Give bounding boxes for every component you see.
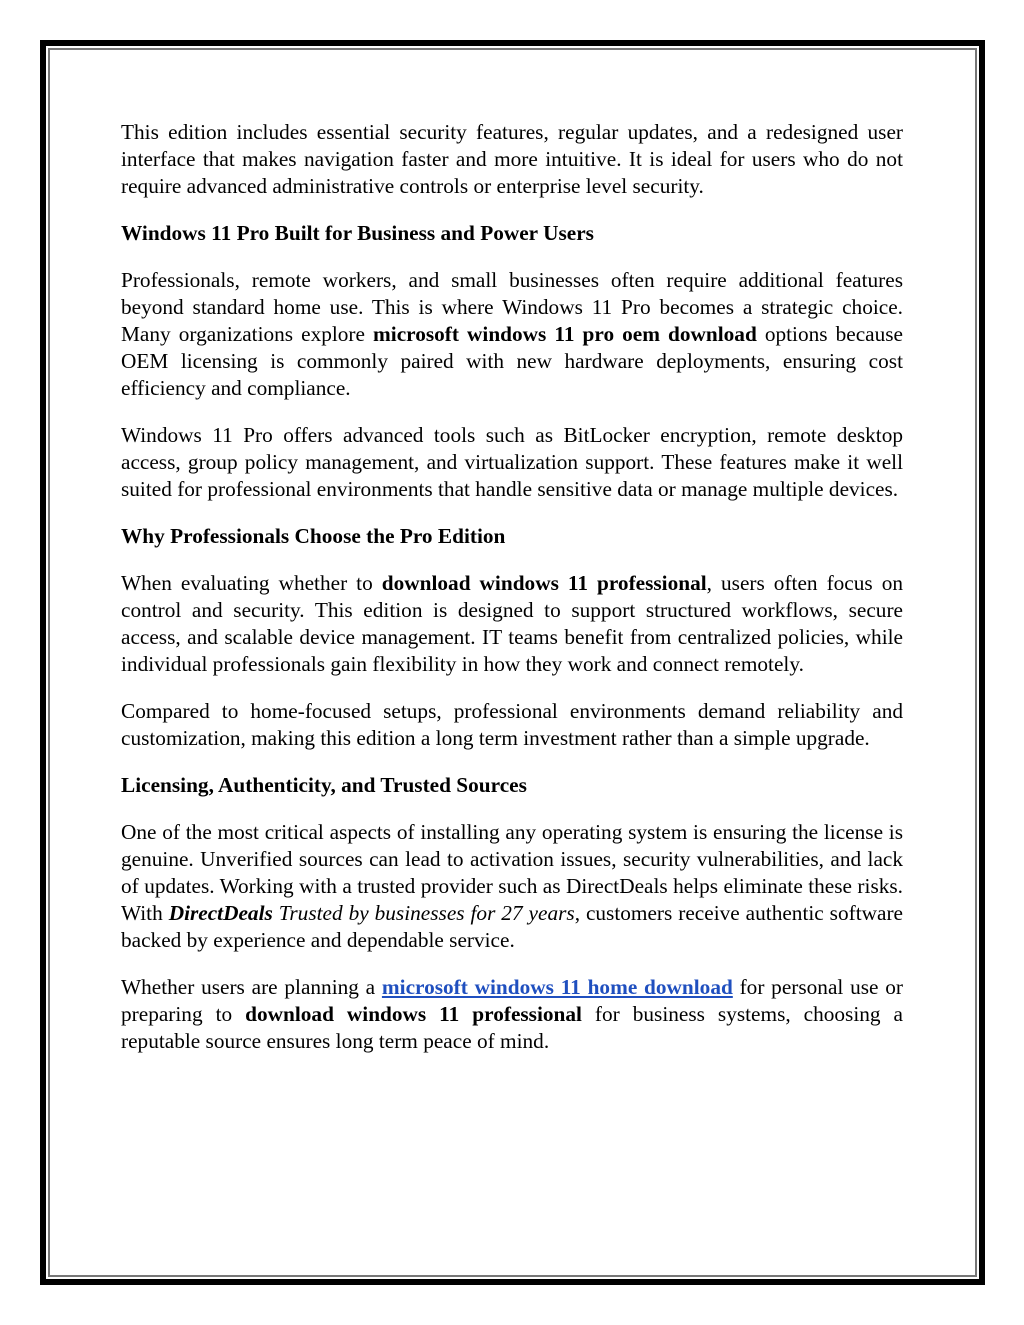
keyword-download-professional-2: download windows 11 professional	[245, 1002, 582, 1026]
paragraph-text: One of the most critical aspects of installing any operating system is ensuring the license is genuine. Unverified sources can lead to activation issues, security vulnerabilities, and lack of updates. Working with a trusted provider such as DirectDeals helps eliminate these risks. With	[121, 820, 903, 925]
paragraph-text: options because OEM licensing is commonly paired with new hardware deployments, ensuring cost efficiency and compliance.	[121, 322, 903, 400]
paragraph-closing	[121, 974, 903, 1055]
brand-directdeals: DirectDeals	[168, 901, 273, 925]
paragraph-text: for business systems, choosing a reputable source ensures long term peace of mind.	[121, 1002, 903, 1053]
paragraph-pro-intro	[121, 267, 903, 402]
paragraph-text: , customers receive authentic software backed by experience and dependable service.	[121, 901, 903, 952]
paragraph-text: Windows 11 Pro offers advanced tools such as BitLocker encryption, remote desktop access, group policy management, and virtualization support. These features make it well suited for professional environments that handle sensitive data or manage multiple devices.	[121, 423, 903, 501]
paragraph-home-edition	[121, 119, 903, 200]
paragraph-pro-tools	[121, 422, 903, 503]
paragraph-text: Compared to home-focused setups, professional environments demand reliability and customization, making this edition a long term investment rather than a simple upgrade.	[121, 699, 903, 750]
paragraph-text: for personal use or preparing to	[121, 975, 903, 1026]
keyword-download-professional: download windows 11 professional	[381, 571, 707, 595]
heading-licensing: Licensing, Authenticity, and Trusted Sources	[121, 773, 527, 797]
link-windows-11-home-download[interactable]: microsoft windows 11 home download	[381, 975, 733, 999]
keyword-pro-oem-download: microsoft windows 11 pro oem download	[373, 322, 757, 346]
tagline-italic: Trusted by businesses for 27 years	[272, 901, 575, 925]
paragraph-compared	[121, 698, 903, 752]
paragraph-evaluating	[121, 570, 903, 678]
paragraph-text: , users often focus on control and security. This edition is designed to support structured workflows, secure access, and scalable device management. IT teams benefit from centralized policies, while individual professionals gain flexibility in how they work and connect remotely.	[121, 571, 904, 676]
heading-pro-business: Windows 11 Pro Built for Business and Power Users	[121, 221, 594, 245]
paragraph-licensing	[121, 819, 903, 954]
document-body	[121, 119, 903, 1075]
paragraph-text: This edition includes essential security features, regular updates, and a redesigned user interface that makes navigation faster and more intuitive. It is ideal for users who do not require advanced administrative controls or enterprise level security.	[121, 120, 903, 198]
paragraph-text: Professionals, remote workers, and small businesses often require additional features beyond standard home use. This is where Windows 11 Pro becomes a strategic choice. Many organizations explore	[121, 268, 903, 346]
paragraph-text: Whether users are planning a	[121, 975, 382, 999]
paragraph-text: When evaluating whether to	[121, 571, 382, 595]
heading-why-pro: Why Professionals Choose the Pro Edition	[121, 524, 506, 548]
